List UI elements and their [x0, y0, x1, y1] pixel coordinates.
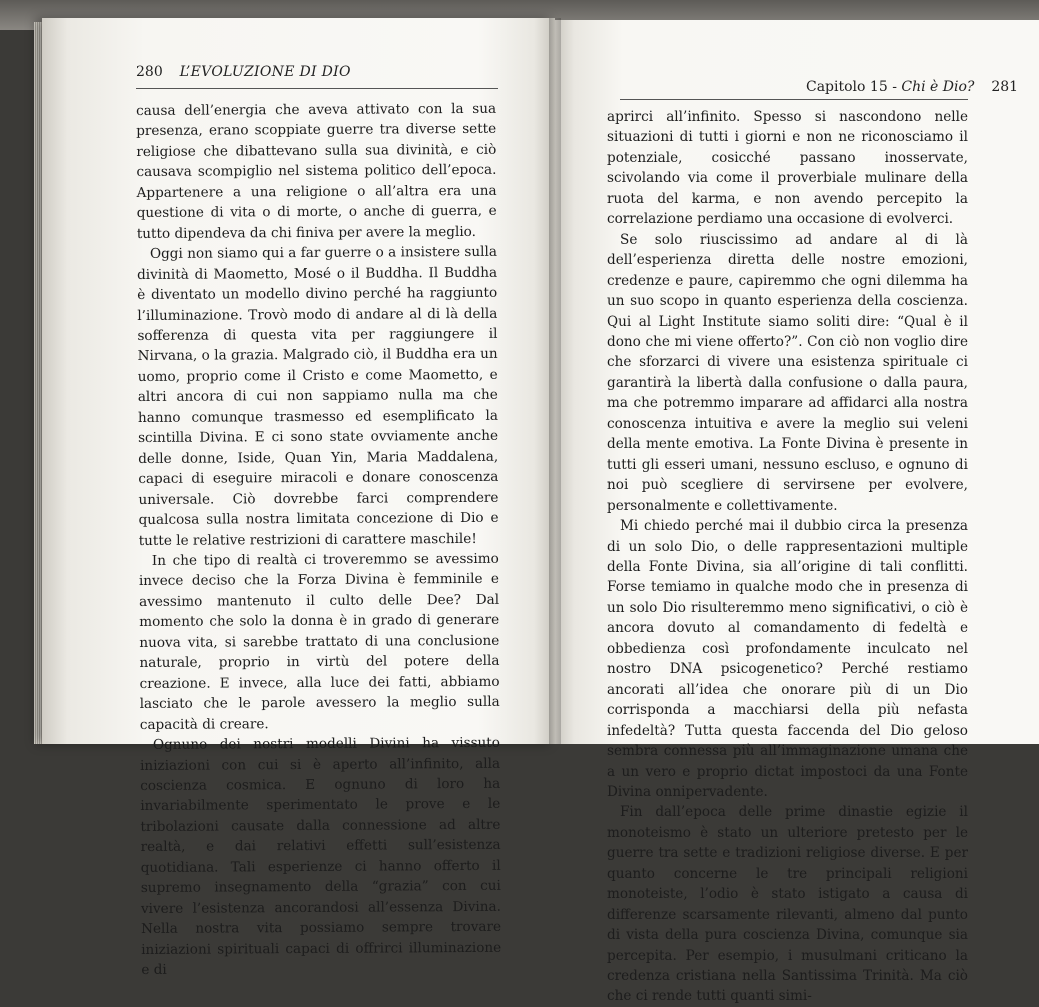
left-running-title: L’EVOLUZIONE DI DIO [179, 64, 351, 80]
chapter-label: Capitolo 15 [806, 79, 888, 95]
paragraph: causa dell’energia che aveva attivato con la sua presenza, erano scoppiate guerre tra diverse sette religiose che dibattevano sulla sua divinità, e ciò causava scompiglio nel sistema politico dell’epoca. Appartenere a una religione o all’altra era una questione di vita o di morte, o anche di guerra, e tutto dipendeva da chi finiva per avere la meglio. [136, 100, 497, 242]
paragraph: In che tipo di realtà ci troveremmo se avessimo invece deciso che la Forza Divina è femminile e avessimo mantenuto il culto delle Dee? Dal momento che solo la donna è in grado di generare nuova vita, si sarebbe trattato di una conclusione naturale, proprio in virtù del potere della creazione. E invece, alla luce dei fatti, abbiamo lasciato che le parole avessero la meglio sulla capacità di creare. [138, 550, 500, 733]
right-page-number: 281 [991, 79, 1019, 95]
book-gutter [549, 18, 561, 744]
paragraph: Oggi non siamo qui a far guerre o a insistere sulla divinità di Maometto, Mosé o il Buddha. Il Buddha è diventato un modello divino perché ha raggiunto l’illuminazione. Trovò modo di andare al di là della sofferenza di questa vita per raggiungere il Nirvana, o la grazia. Malgrado ciò, il Buddha era un uomo, proprio come il Cristo e come Maometto, e altri ancora di cui non sappiamo nulla ma che hanno comunque trasmesso ed esemplificato la scintilla Divina. E ci sono state ovviamente anche delle donne, Iside, Quan Yin, Maria Maddalena, capaci di eseguire miracoli e donare conoscenza universale. Ciò dovrebbe farci comprendere qualcosa sulla nostra limitata concezione di Dio e tutte le relative restrizioni di carattere maschile! [137, 243, 499, 549]
left-header-rule [136, 88, 498, 89]
paragraph: Se solo riuscissimo ad andare al di là dell’esperienza diretta delle nostre emozioni, credenze e paure, capiremmo che ogni dilemma ha un suo scopo in quanto esperienza della coscienza. Qui al Light Institute siamo soliti dire: “Qual è il dono che mi viene offerto?”. Con ciò non voglio dire che sforzarci di vivere una esistenza spirituale ci garantirà la libertà dalla confusione o dalla paura, ma che potremmo imparare ad affidarci alla nostra conoscenza intuitiva e avere la meglio sui veleni della mente emotiva. La Fonte Divina è presente in tutti gli esseri umani, nessuno escluso, e ognuno di noi può scegliere di servirsene per evolvere, personalmente e collettivamente. [607, 231, 968, 514]
right-page-text [607, 107, 968, 1007]
left-page-number: 280 [136, 64, 163, 80]
right-running-header: Capitolo 15 - Chi è Dio? 281 [806, 79, 1019, 95]
chapter-title: Chi è Dio? [901, 79, 975, 95]
paragraph: Ognuno dei nostri modelli Divini ha vissuto iniziazioni con cui si è aperto all’infinito, alla coscienza cosmica. E ognuno di loro ha invariabilmente sperimentato le prove e le tribolazioni causate dalla connessione ad altre realtà, e dai relativi effetti sull’esistenza quotidiana. Tali esperienze ci hanno offerto il supremo insegnamento della “grazia” con cui vivere l’esistenza ancorandosi all’essenza Divina. Nella nostra vita possiamo sempre trovare iniziazioni spirituali capaci di offrirci illuminazione e di [140, 734, 502, 979]
paragraph: aprirci all’infinito. Spesso si nascondono nelle situazioni di tutti i giorni e non ne riconosciamo il potenziale, cosicché passano inosservate, scivolando via come il proverbiale mulinare della ruota del karma, e non avendo percepito la correlazione perdiamo una occasione di evolverci. [607, 109, 968, 228]
paragraph: Mi chiedo perché mai il dubbio circa la presenza di un solo Dio, o delle rappresentazioni multiple della Fonte Divina, sia all’origine di tali conflitti. Forse temiamo in qualche modo che in presenza di un solo Dio risulteremmo meno significativi, o ciò è ancora dovuto al comandamento di fedeltà e obbedienza così profondamente inculcato nel nostro DNA psicogenetico? Perché restiamo ancorati all’idea che onorare più di un Dio corrisponda a macchiarsi della più nefasta infedeltà? Tutta questa faccenda del Dio geloso sembra connessa più all’immaginazione umana che a un vero e proprio dictat impostoci da una Fonte Divina onnipervadente. [607, 518, 968, 800]
paragraph: Fin dall’epoca delle prime dinastie egizie il monoteismo è stato un ulteriore pretesto per le guerre tra sette e tradizioni religiose diverse. E per quanto concerne le tre principali religioni monoteiste, l’odio è stato istigato a causa di differenze scarsamente rilevanti, almeno dal punto di vista della pura coscienza Divina, comunque sia percepita. Per esempio, i musulmani criticano la credenza cristiana nella Santissima Trinità. Ma ciò che ci rende tutti quanti simi- [607, 804, 968, 1005]
left-page-text [136, 99, 501, 981]
right-header-rule [620, 99, 968, 100]
left-running-header [136, 64, 351, 80]
